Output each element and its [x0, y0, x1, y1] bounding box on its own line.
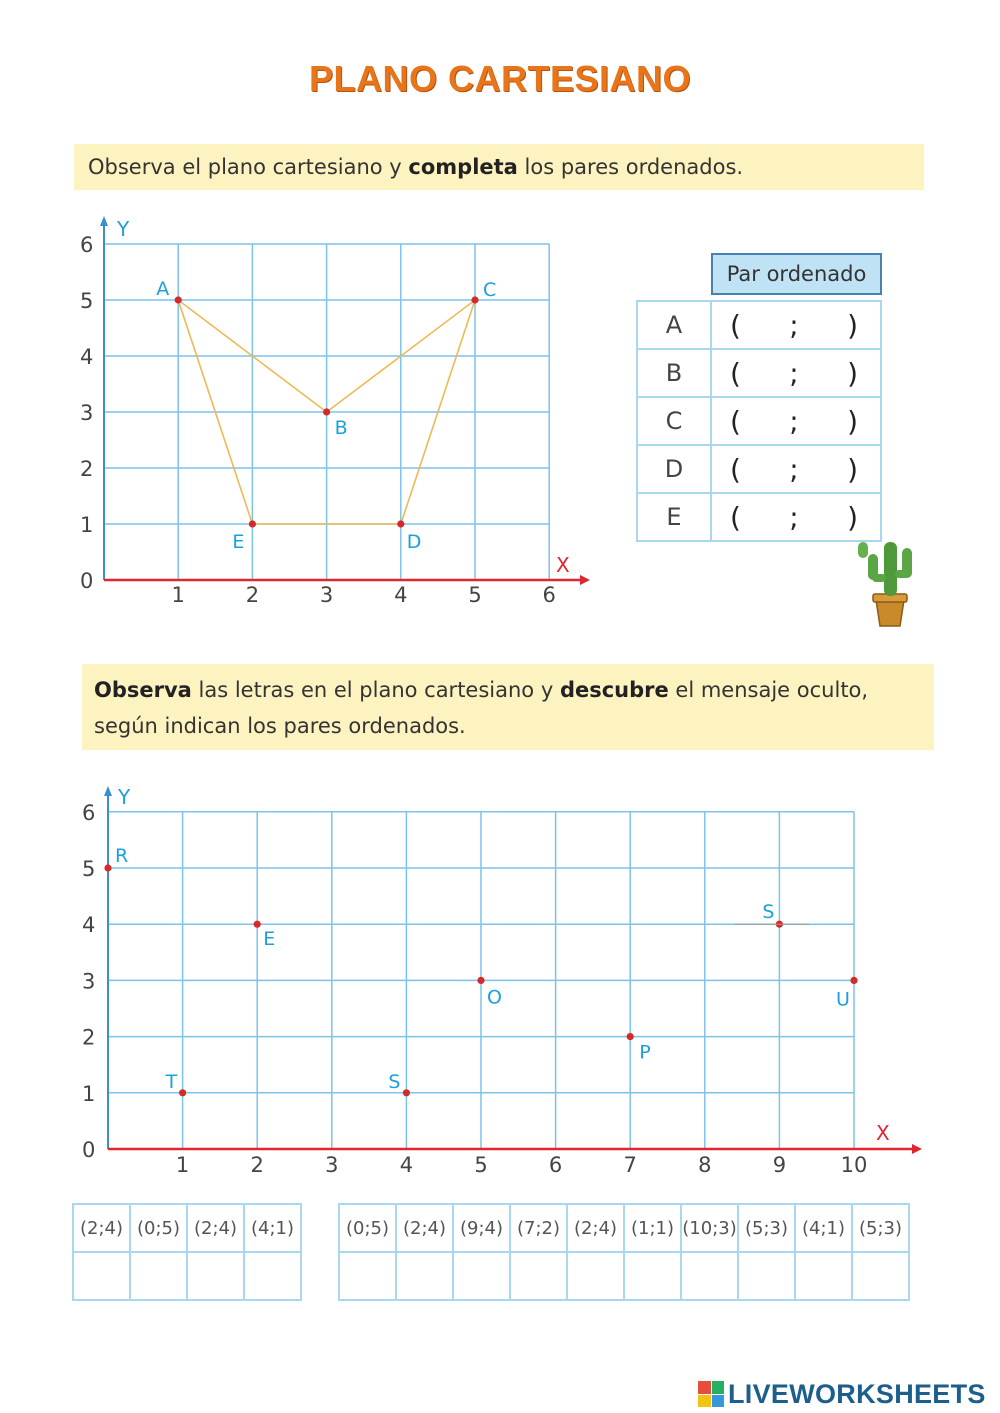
- close-paren: ): [847, 452, 858, 486]
- close-paren: ): [847, 404, 858, 438]
- pairs-table-row: [637, 445, 881, 493]
- logo-text: LIVEWORKSHEETS: [728, 1378, 986, 1409]
- code-cell: (4;1): [795, 1204, 852, 1252]
- y-tick-label: 6: [80, 233, 94, 257]
- point-marker: [850, 977, 857, 984]
- pair-letter: D: [637, 445, 711, 493]
- answer-input[interactable]: [130, 1252, 187, 1300]
- close-paren: ): [847, 308, 858, 342]
- answer-input[interactable]: [738, 1252, 795, 1300]
- x-tick-label: 9: [772, 1153, 787, 1177]
- logo-icon: [698, 1381, 724, 1407]
- x-tick-label: 5: [474, 1153, 488, 1177]
- logo-square: [698, 1395, 711, 1408]
- x-tick-label: 3: [319, 583, 334, 607]
- x-tick-label: 2: [245, 583, 260, 607]
- point-label: U: [836, 988, 850, 1011]
- separator: ;: [789, 452, 799, 486]
- pair-letter: C: [637, 397, 711, 445]
- logo-square: [712, 1395, 725, 1408]
- x-tick-label: 6: [542, 583, 556, 607]
- x-tick-label: 2: [250, 1153, 264, 1177]
- y-blank-input[interactable]: [804, 307, 842, 343]
- x-tick-label: 4: [394, 583, 408, 607]
- point-label: S: [762, 901, 775, 924]
- liveworksheets-logo: [698, 1377, 986, 1411]
- x-tick-label: 6: [548, 1153, 563, 1177]
- point-label: E: [263, 928, 276, 951]
- close-paren: ): [847, 356, 858, 390]
- y-tick-label: 2: [82, 1025, 96, 1050]
- code-cell: (4;1): [244, 1204, 301, 1252]
- answer-input[interactable]: [852, 1252, 909, 1300]
- instruction-text: según indican los pares ordenados.: [94, 714, 466, 738]
- instruction-bold: completa: [408, 155, 518, 179]
- code-table-2: [338, 1203, 910, 1301]
- x-blank-input[interactable]: [746, 355, 784, 391]
- y-tick-label: 4: [80, 345, 94, 369]
- separator: ;: [789, 404, 799, 438]
- pairs-table-header: Par ordenado: [711, 253, 882, 295]
- x-tick-label: 8: [698, 1153, 712, 1177]
- x-tick-label: 7: [623, 1153, 637, 1177]
- answer-input[interactable]: [339, 1252, 396, 1300]
- code-cell: (5;3): [738, 1204, 795, 1252]
- x-tick-label: 4: [399, 1153, 414, 1177]
- x-tick-label: 1: [171, 583, 185, 607]
- x-axis-arrow: [912, 1144, 922, 1154]
- code-cell: (9;4): [453, 1204, 510, 1252]
- y-axis-label: Y: [117, 217, 130, 241]
- answer-input[interactable]: [795, 1252, 852, 1300]
- y-blank-input[interactable]: [804, 451, 842, 487]
- code-cell: (7;2): [510, 1204, 567, 1252]
- y-tick-label: 5: [80, 289, 94, 313]
- pair-cell: [711, 349, 881, 397]
- code-cell: (0;5): [130, 1204, 187, 1252]
- answer-input[interactable]: [187, 1252, 244, 1300]
- pairs-table-row: [637, 397, 881, 445]
- point-marker: [403, 1089, 410, 1096]
- point-marker: [323, 408, 330, 415]
- y-tick-label: 5: [82, 857, 96, 881]
- instruction-text: los pares ordenados.: [517, 155, 744, 179]
- y-axis-arrow: [104, 786, 112, 796]
- open-paren: (: [730, 308, 741, 342]
- point-marker: [175, 296, 182, 303]
- pair-cell: [711, 397, 881, 445]
- pair-letter: A: [637, 301, 711, 349]
- y-axis-label: Y: [118, 785, 131, 809]
- instruction-text: el mensaje oculto,: [668, 678, 869, 702]
- instruction-bold: descubre: [559, 678, 669, 702]
- point-marker: [477, 977, 484, 984]
- y-tick-label: 6: [82, 800, 96, 825]
- code-cell: (2;4): [567, 1204, 624, 1252]
- y-axis-arrow: [100, 216, 108, 226]
- answer-input[interactable]: [453, 1252, 510, 1300]
- x-axis-label: X: [876, 1121, 890, 1145]
- page-title: PLANO CARTESIANO: [308, 58, 691, 99]
- separator: ;: [789, 500, 799, 534]
- point-label: S: [388, 1070, 401, 1093]
- point-label: T: [165, 1070, 178, 1093]
- pairs-table: [636, 300, 882, 542]
- open-paren: (: [730, 356, 741, 390]
- point-marker: [104, 864, 111, 871]
- logo-square: [712, 1381, 725, 1394]
- logo-square: [698, 1381, 711, 1394]
- code-table-1: [72, 1203, 302, 1301]
- answer-input[interactable]: [624, 1252, 681, 1300]
- x-tick-label: 1: [175, 1153, 190, 1177]
- open-paren: (: [730, 500, 741, 534]
- answer-input[interactable]: [244, 1252, 301, 1300]
- x-tick-label: 3: [325, 1153, 339, 1177]
- pair-letter: B: [637, 349, 711, 397]
- y-tick-label: 0: [80, 569, 94, 593]
- y-tick-label: 1: [80, 513, 94, 537]
- close-paren: ): [847, 500, 858, 534]
- y-blank-input[interactable]: [804, 499, 842, 535]
- x-blank-input[interactable]: [746, 451, 784, 487]
- code-cell: (5;3): [852, 1204, 909, 1252]
- y-tick-label: 1: [82, 1081, 96, 1106]
- separator: ;: [789, 356, 799, 390]
- y-tick-label: 4: [82, 913, 96, 938]
- open-paren: (: [730, 404, 741, 438]
- point-marker: [397, 520, 404, 527]
- code-cell: (0;5): [339, 1204, 396, 1252]
- point-label: E: [232, 531, 245, 553]
- point-marker: [471, 296, 478, 303]
- separator: ;: [789, 308, 799, 342]
- x-blank-input[interactable]: [746, 499, 784, 535]
- answer-input[interactable]: [681, 1252, 738, 1300]
- point-label: B: [334, 417, 348, 439]
- x-axis-label: X: [556, 553, 570, 577]
- point-label: C: [483, 279, 497, 301]
- point-marker: [179, 1089, 186, 1096]
- instruction-bold: Observa: [94, 678, 192, 702]
- y-tick-label: 3: [80, 401, 94, 425]
- x-axis-arrow: [580, 575, 590, 585]
- answer-input[interactable]: [567, 1252, 624, 1300]
- code-cell: (2;4): [73, 1204, 130, 1252]
- pair-cell: [711, 301, 881, 349]
- pair-letter: E: [637, 493, 711, 541]
- y-blank-input[interactable]: [804, 403, 842, 439]
- pair-cell: [711, 445, 881, 493]
- code-cell: (1;1): [624, 1204, 681, 1252]
- answer-input[interactable]: [73, 1252, 130, 1300]
- point-label: D: [406, 531, 422, 553]
- open-paren: (: [730, 452, 741, 486]
- instruction-text: las letras en el plano cartesiano y: [191, 678, 560, 702]
- pairs-table-row: [637, 301, 881, 349]
- point-marker: [254, 921, 261, 928]
- code-cell: (2;4): [396, 1204, 453, 1252]
- point-label: A: [156, 278, 170, 300]
- x-tick-label: 5: [468, 583, 482, 607]
- x-blank-input[interactable]: [746, 403, 784, 439]
- point-label: R: [115, 845, 129, 867]
- point-label: P: [639, 1041, 651, 1064]
- point-marker: [627, 1033, 634, 1040]
- answer-input[interactable]: [510, 1252, 567, 1300]
- pairs-table-row: [637, 349, 881, 397]
- point-label: O: [487, 986, 502, 1009]
- code-cell: (10;3): [681, 1204, 738, 1252]
- pairs-table-row: [637, 493, 881, 541]
- answer-input[interactable]: [396, 1252, 453, 1300]
- instruction-text: Observa el plano cartesiano y: [88, 155, 409, 179]
- y-blank-input[interactable]: [804, 355, 842, 391]
- code-cell: (2;4): [187, 1204, 244, 1252]
- x-tick-label: 10: [840, 1153, 868, 1177]
- cactus-icon: [850, 522, 930, 632]
- y-tick-label: 3: [82, 969, 96, 994]
- y-tick-label: 2: [80, 457, 94, 481]
- y-tick-label: 0: [82, 1138, 96, 1162]
- x-blank-input[interactable]: [746, 307, 784, 343]
- point-marker: [249, 520, 256, 527]
